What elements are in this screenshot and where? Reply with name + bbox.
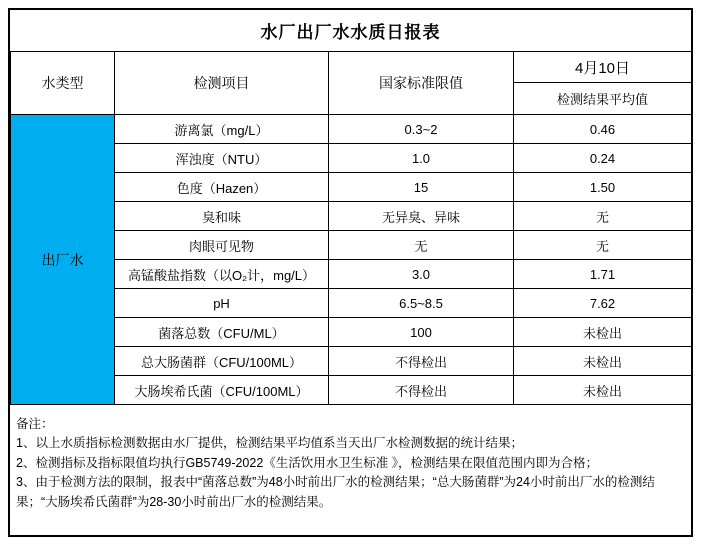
row-result-value: 未检出 xyxy=(514,347,692,376)
header-water-type: 水类型 xyxy=(11,52,115,115)
row-result-value: 1.50 xyxy=(514,173,692,202)
row-result-value: 0.46 xyxy=(514,115,692,144)
remarks-line-3: 3、由于检测方法的限制，报表中“菌落总数”为48小时前出厂水的检测结果；“总大肠菌群”为24小时前出厂水的检测结果；“大肠埃希氏菌群”为28-30小时前出厂水的检测结果。 xyxy=(16,475,655,509)
report-frame xyxy=(8,8,693,537)
row-item-label: 浑浊度（NTU） xyxy=(115,144,329,173)
row-item-label: pH xyxy=(115,289,329,318)
row-standard-value: 15 xyxy=(329,173,514,202)
row-standard-value: 不得检出 xyxy=(329,347,514,376)
remarks-label: 备注： xyxy=(16,417,54,431)
row-result-value: 7.62 xyxy=(514,289,692,318)
row-standard-value: 1.0 xyxy=(329,144,514,173)
table-row xyxy=(11,115,692,144)
row-item-label: 高锰酸盐指数（以O₂计，mg/L） xyxy=(115,260,329,289)
row-standard-value: 0.3~2 xyxy=(329,115,514,144)
row-result-value: 未检出 xyxy=(514,318,692,347)
row-item-label: 臭和味 xyxy=(115,202,329,231)
remarks-line-2: 2、检测指标及指标限值均执行GB5749-2022《生活饮用水卫生标准 》，检测结果在限值范围内即为合格； xyxy=(16,455,599,470)
row-item-label: 菌落总数（CFU/ML） xyxy=(115,318,329,347)
header-standard-limit: 国家标准限值 xyxy=(329,52,514,115)
row-item-label: 色度（Hazen） xyxy=(115,173,329,202)
row-item-label: 肉眼可见物 xyxy=(115,231,329,260)
water-type-cell: 出厂水 xyxy=(11,115,115,405)
row-item-label: 游离氯（mg/L） xyxy=(115,115,329,144)
row-result-value: 1.71 xyxy=(514,260,692,289)
row-result-value: 未检出 xyxy=(514,376,692,405)
page-title: 水厂出厂水水质日报表 xyxy=(260,23,441,42)
header-result-average: 检测结果平均值 xyxy=(514,83,692,115)
row-standard-value: 无异臭、异味 xyxy=(329,202,514,231)
row-standard-value: 100 xyxy=(329,318,514,347)
row-standard-value: 6.5~8.5 xyxy=(329,289,514,318)
water-quality-table xyxy=(10,51,692,405)
remarks-section xyxy=(10,405,691,516)
table-header-row xyxy=(11,52,692,83)
row-result-value: 无 xyxy=(514,231,692,260)
header-date: 4月10日 xyxy=(514,52,692,83)
row-result-value: 无 xyxy=(514,202,692,231)
row-standard-value: 无 xyxy=(329,231,514,260)
header-test-item: 检测项目 xyxy=(115,52,329,115)
row-item-label: 总大肠菌群（CFU/100ML） xyxy=(115,347,329,376)
row-item-label: 大肠埃希氏菌（CFU/100ML） xyxy=(115,376,329,405)
row-standard-value: 不得检出 xyxy=(329,376,514,405)
row-standard-value: 3.0 xyxy=(329,260,514,289)
row-result-value: 0.24 xyxy=(514,144,692,173)
remarks-line-1: 1、以上水质指标检测数据由水厂提供，检测结果平均值系当天出厂水检测数据的统计结果； xyxy=(16,436,523,451)
